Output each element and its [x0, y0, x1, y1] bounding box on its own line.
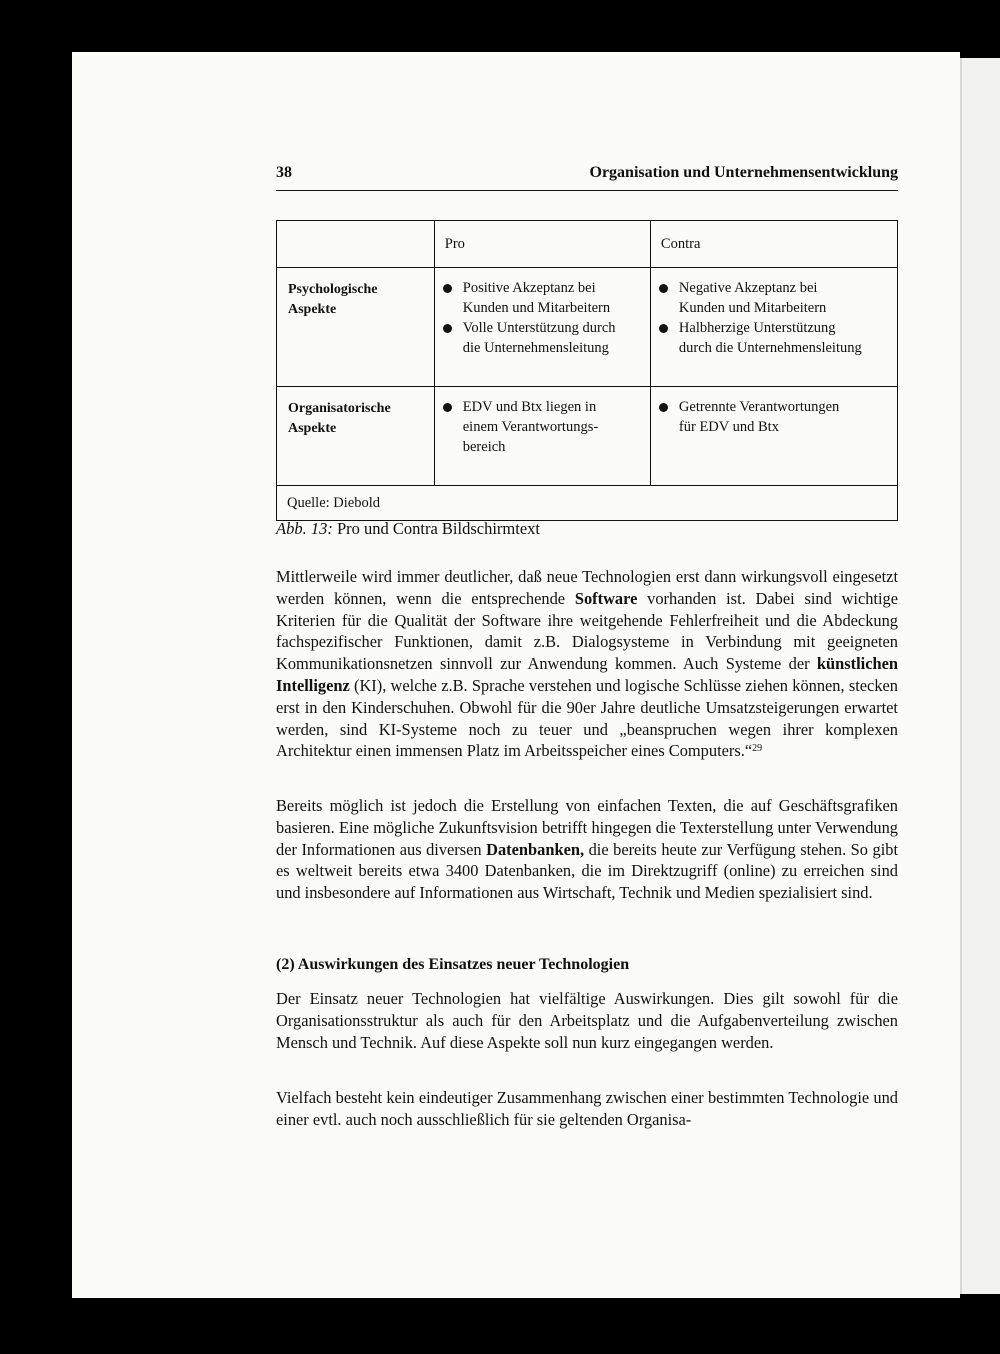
caption-prefix: Abb. 13: [276, 519, 333, 538]
bullet-icon [443, 324, 452, 333]
running-title: Organisation und Unternehmensentwicklung [589, 164, 898, 181]
bullet-icon [659, 324, 668, 333]
bullet-icon [659, 403, 668, 412]
list-item: Getrennte Verantwortungen für EDV und Btx [659, 397, 891, 437]
paragraph-2: Bereits möglich ist jedoch die Erstellung von einfachen Texten, die auf Geschäftsgrafiken basieren. Eine mögliche Zukunftsvision betrifft hingegen die Texterstellung unter Verwendung der Informationen aus diversen Datenbanken, die bereits heute zur Verfügung stehen. So gibt es weltweit bereits etwa 3400 Datenbanken, die im Direktzugriff (online) zu erreichen sind und insbesondere auf Informationen aus Wirtschaft, Technik und Medien spezialisiert sind. [276, 796, 899, 903]
list-item: Positive Akzeptanz bei Kunden und Mitarbeitern [443, 278, 644, 318]
paragraph-1: Mittlerweile wird immer deutlicher, daß neue Technologien erst dann wirkungsvoll eingesetzt werden können, wenn die entsprechende Software vorhanden ist. Dabei sind wichtige Kriterien für die Qualität der Software ihre weitgehende Fehlerfreiheit und die Abdeckung fachspezifischer Funktionen, damit z.B. Dialogsysteme in Verbindung mit geeigneten Kommunikationsnetzen sinnvoll zur Anwendung kommen. Auch Systeme der künstlichen Intelligenz (KI), welche z.B. Sprache verstehen und logische Schlüsse ziehen können, stecken erst in den Kinderschuhen. Obwohl für die 90er Jahre deutliche Umsatzsteigerungen erwartet werden, sind KI-Systeme noch zu teuer und „beanspruchen wegen ihrer komplexen Architektur einen immensen Platz im Arbeitsspeicher eines Computers.“$^{29}$ [276, 567, 899, 761]
table-header-row [277, 221, 898, 268]
header-pro: Pro [434, 221, 650, 268]
bullet-icon [443, 284, 452, 293]
paragraph-4: Vielfach besteht kein eindeutiger Zusammenhang zwischen einer bestimmten Technologie und einer evtl. auch noch ausschließlich für sie geltenden Organisa- [276, 1088, 898, 1129]
bullet-icon [659, 284, 668, 293]
list-item: Negative Akzeptanz bei Kunden und Mitarbeitern [659, 278, 891, 318]
pro-contra-table [276, 220, 898, 521]
list-item: Volle Unterstützung durch die Unternehmensleitung [443, 318, 644, 358]
section-heading: (2) Auswirkungen des Einsatzes neuer Technologien [276, 956, 630, 973]
row-label: Psychologische Aspekte [277, 268, 435, 387]
row-label: Organisatorische Aspekte [277, 387, 435, 486]
page-edge [960, 58, 1000, 1294]
list-item: EDV und Btx liegen in einem Verantwortungs- bereich [443, 397, 644, 457]
running-header [276, 160, 898, 191]
bullet-icon [443, 403, 452, 412]
contra-cell [650, 387, 897, 486]
empty-corner-cell [277, 221, 435, 268]
pro-cell [434, 268, 650, 387]
page-number: 38 [276, 164, 292, 181]
keyword-software: Software [574, 588, 638, 608]
pro-cell [434, 387, 650, 486]
keyword-datenbanken: Datenbanken, [486, 839, 585, 859]
figure-caption [276, 519, 540, 539]
paragraph-3: Der Einsatz neuer Technologien hat vielfältige Auswirkungen. Dies gilt sowohl für die Organisationsstruktur als auch für den Arbeitsplatz und die Aufgabenverteilung zwischen Mensch und Technik. Auf diese Aspekte soll nun kurz eingegangen werden. [276, 989, 898, 1052]
footnote-ref: 29 [752, 743, 763, 755]
table-source-row [277, 486, 898, 521]
keyword-ki: künstlichen Intelligenz [276, 654, 898, 695]
header-contra: Contra [650, 221, 897, 268]
contra-cell [650, 268, 897, 387]
table-row [277, 268, 898, 387]
table-row [277, 387, 898, 486]
table-source: Quelle: Diebold [277, 486, 898, 521]
list-item: Halbherzige Unterstützung durch die Unternehmensleitung [659, 318, 891, 358]
caption-text: Pro und Contra Bildschirmtext [332, 519, 540, 538]
